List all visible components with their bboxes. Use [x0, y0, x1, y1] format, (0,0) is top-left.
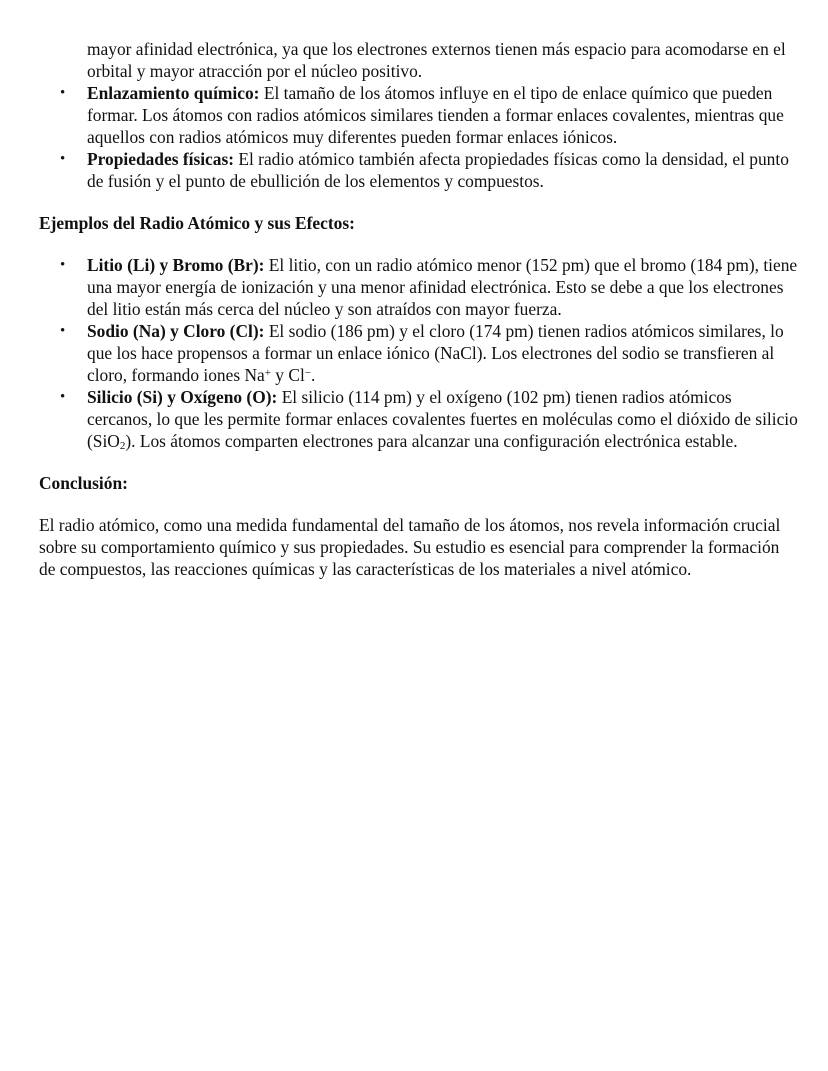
- list-item-text: ). Los átomos comparten electrones para alcanzar una configuración electrónica estable.: [125, 431, 738, 451]
- list-item-text: El tamaño de los átomos influye en el tipo de enlace químico que pueden formar. Los átomos con radios atómicos similares tienden a formar enlaces covalentes, mientras que aquellos con radios atómicos muy diferentes pueden formar enlaces iónicos.: [87, 83, 784, 147]
- examples-heading: Ejemplos del Radio Atómico y sus Efectos:: [39, 213, 355, 233]
- conclusion-paragraph: El radio atómico, como una medida fundamental del tamaño de los átomos, nos revela información crucial sobre su comportamiento químico y sus propiedades. Su estudio es esencial para comprender la formación de compuestos, las reacciones químicas y las características de los materiales a nivel atómico.: [39, 515, 781, 579]
- document-page: [39, 38, 799, 580]
- examples-list: [39, 254, 799, 452]
- list-item-term: Enlazamiento químico:: [87, 83, 260, 103]
- list-item-term: Sodio (Na) y Cloro (Cl):: [87, 321, 265, 341]
- bullet-icon: •: [60, 151, 66, 167]
- list-item: [39, 148, 799, 192]
- list-item-term: Litio (Li) y Bromo (Br):: [87, 255, 265, 275]
- effects-list: [39, 82, 799, 192]
- list-item-text: El silicio (114 pm) y el oxígeno (102 pm) tienen radios atómicos cercanos, lo que les permite formar enlaces covalentes fuertes en moléculas como el dióxido de silicio (SiO: [87, 387, 798, 451]
- charge-superscript: −: [304, 367, 311, 379]
- bullet-icon: •: [60, 323, 66, 339]
- list-item-text: y Cl: [270, 365, 305, 385]
- list-item: [39, 386, 799, 452]
- list-item-term: Silicio (Si) y Oxígeno (O):: [87, 387, 278, 407]
- bullet-icon: •: [60, 257, 66, 273]
- bullet-icon: •: [60, 389, 66, 405]
- intro-continuation: mayor afinidad electrónica, ya que los electrones externos tienen más espacio para acomodarse en el orbital y mayor atracción por el núcleo positivo.: [87, 39, 786, 81]
- list-item-text: .: [311, 365, 316, 385]
- charge-superscript: +: [264, 367, 271, 379]
- conclusion-heading: Conclusión:: [39, 473, 128, 493]
- list-item-text: El litio, con un radio atómico menor (152 pm) que el bromo (184 pm), tiene una mayor energía de ionización y una menor afinidad electrónica. Esto se debe a que los electrones del litio están más cerca del núcleo y son atraídos con mayor fuerza.: [87, 255, 798, 319]
- list-item: [39, 320, 799, 386]
- list-item-text: El sodio (186 pm) y el cloro (174 pm) tienen radios atómicos similares, lo que los hace propensos a formar un enlace iónico (NaCl). Los electrones del sodio se transfieren al cloro, formando iones Na: [87, 321, 784, 385]
- list-item: [39, 82, 799, 148]
- list-item: [39, 254, 799, 320]
- bullet-icon: •: [60, 85, 66, 101]
- list-item-text: El radio atómico también afecta propiedades físicas como la densidad, el punto de fusión y el punto de ebullición de los elementos y compuestos.: [87, 149, 789, 191]
- formula-subscript: 2: [119, 440, 126, 452]
- list-item-term: Propiedades físicas:: [87, 149, 235, 169]
